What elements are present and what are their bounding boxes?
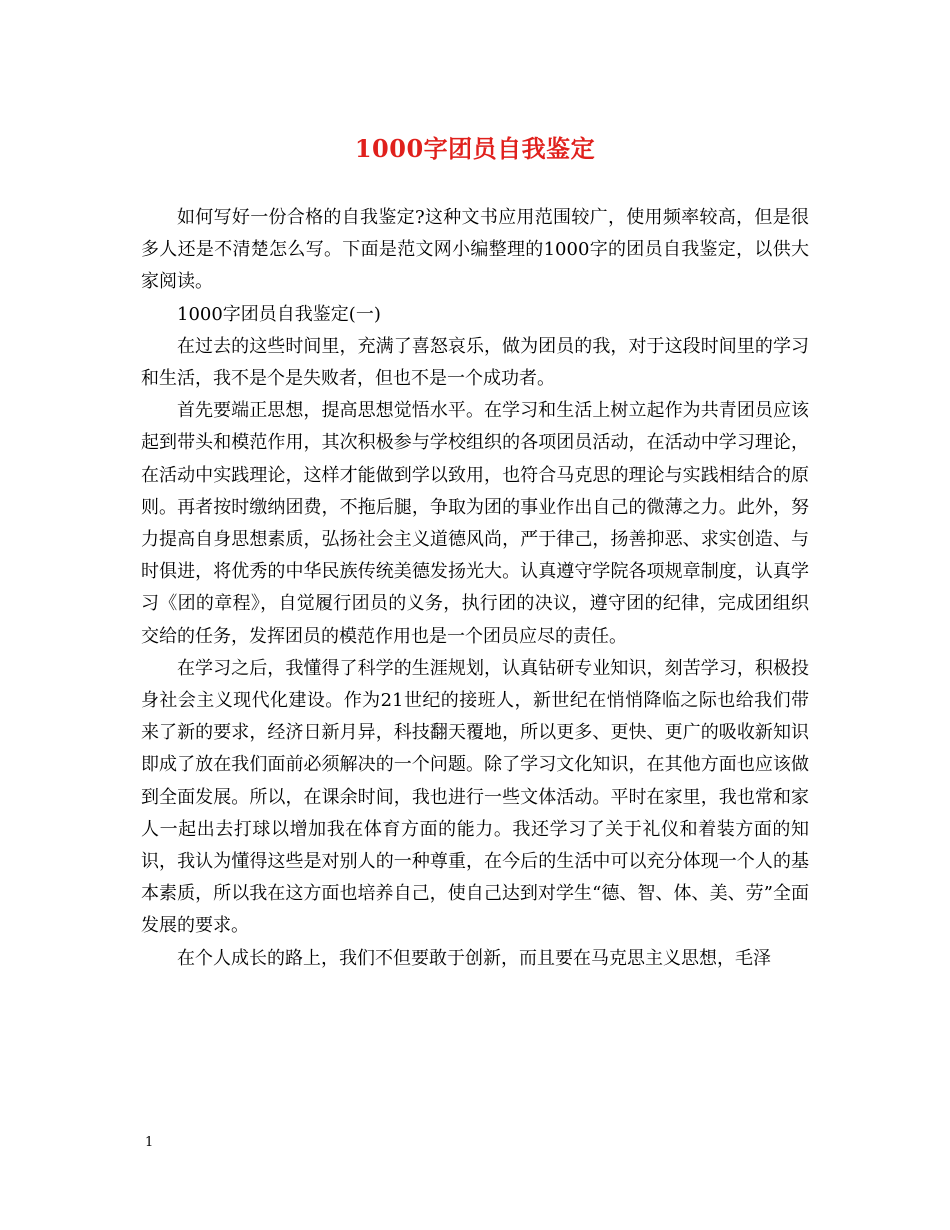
intro-paragraph: 如何写好一份合格的自我鉴定?这种文书应用范围较广，使用频率较高，但是很多人还是不清楚怎么写。下面是范文网小编整理的1000字的团员自我鉴定，以供大家阅读。 (141, 207, 809, 293)
document-title: 1000字团员自我鉴定 (354, 134, 596, 163)
body-paragraph: 首先要端正思想，提高思想觉悟水平。在学习和生活上树立起作为共青团员应该起到带头和模范作用，其次积极参与学校组织的各项团员活动，在活动中学习理论，在活动中实践理论，这样才能做到学以致用，也符合马克思的理论与实践相结合的原则。再者按时缴纳团费，不拖后腿，争取为团的事业作出自己的微薄之力。此外，努力提高自身思想素质，弘扬社会主义道德风尚，严于律己，扬善抑恶、求实创造、与时俱进，将优秀的中华民族传统美德发扬光大。认真遵守学院各项规章制度，认真学习《团的章程》，自觉履行团员的义务，执行团的决议，遵守团的纪律，完成团组织交给的任务，发挥团员的模范作用也是一个团员应尽的责任。 (141, 400, 809, 647)
body-paragraph: 在过去的这些时间里，充满了喜怒哀乐，做为团员的我，对于这段时间里的学习和生活，我不是个是失败者，但也不是一个成功者。 (141, 335, 809, 390)
body-paragraph: 在学习之后，我懂得了科学的生涯规划，认真钻研专业知识，刻苦学习，积极投身社会主义现代化建设。作为21世纪的接班人，新世纪在悄悄降临之际也给我们带来了新的要求，经济日新月异，科技翻天覆地，所以更多、更快、更广的吸收新知识即成了放在我们面前必须解决的一个问题。除了学习文化知识，在其他方面也应该做到全面发展。所以，在课余时间，我也进行一些文体活动。平时在家里，我也常和家人一起出去打球以增加我在体育方面的能力。我还学习了关于礼仪和着装方面的知识，我认为懂得这些是对别人的一种尊重，在今后的生活中可以充分体现一个人的基本素质，所以我在这方面也培养自己，使自己达到对学生“德、智、体、美、劳”全面发展的要求。 (141, 657, 809, 937)
document-body (141, 202, 809, 975)
body-paragraph: 在个人成长的路上，我们不但要敢于创新，而且要在马克思主义思想，毛泽 (177, 947, 771, 969)
section-heading: 1000字团员自我鉴定(一) (177, 303, 381, 325)
page-number: 1 (145, 1135, 154, 1150)
